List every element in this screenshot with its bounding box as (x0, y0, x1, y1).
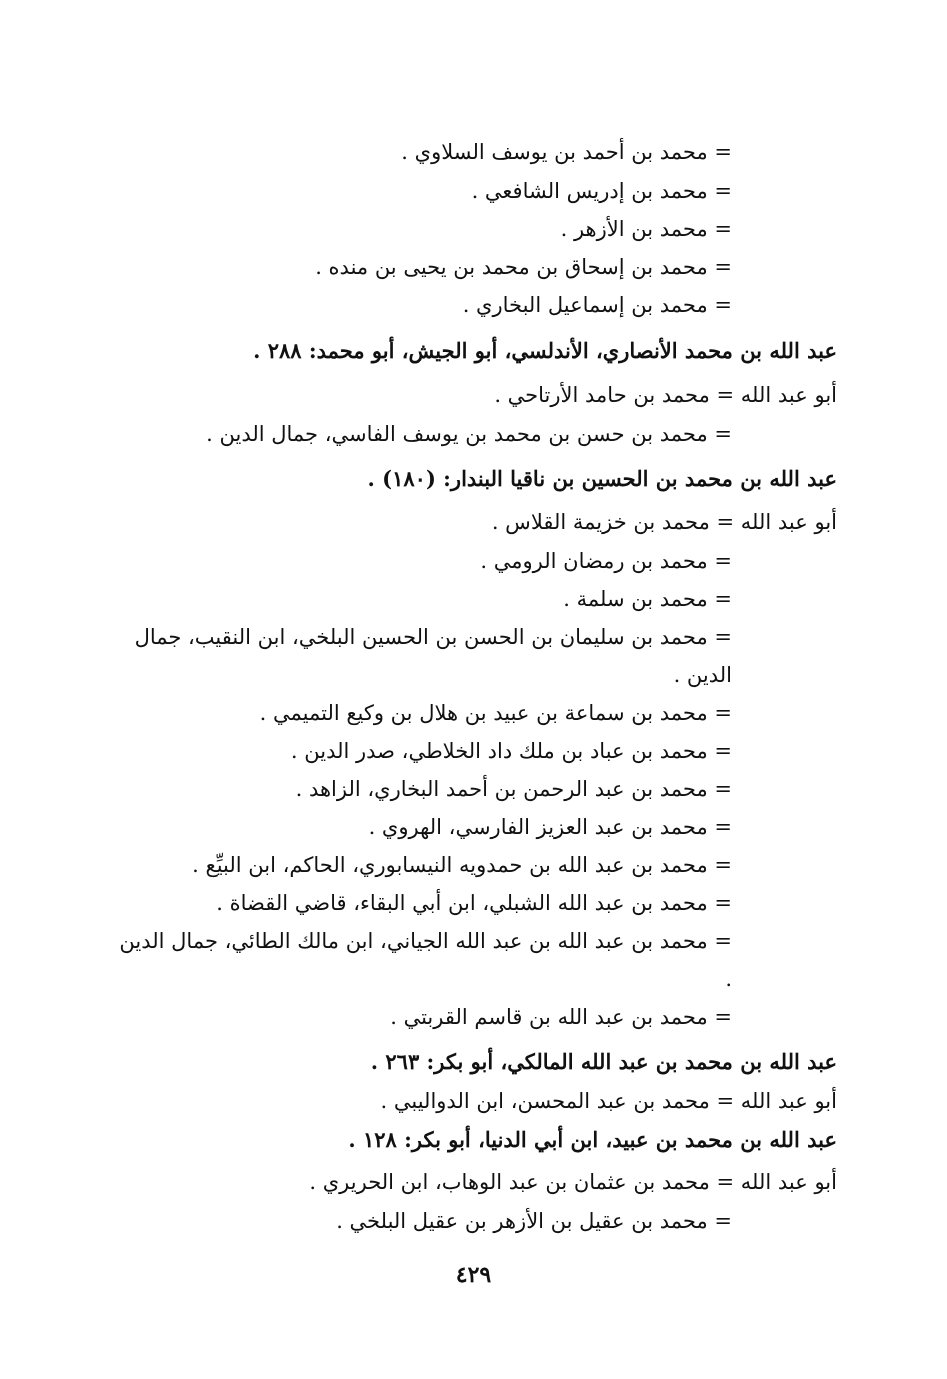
index-entry-line: = محمد بن أحمد بن يوسف السلاوي . (401, 140, 732, 164)
index-entry-kunya: أبو عبد الله = محمد بن خزيمة القلاس . (491, 510, 837, 534)
index-entry-line: = محمد بن عبد الرحمن بن أحمد البخاري، الزاهد . (295, 777, 732, 801)
index-entry-line: = محمد بن عبد العزيز الفارسي، الهروي . (368, 815, 732, 839)
index-entry-line: = محمد بن إسحاق بن محمد بن يحيى بن منده . (315, 255, 732, 279)
index-entry-line: = محمد بن إدريس الشافعي . (471, 179, 732, 203)
index-entry-kunya: أبو عبد الله = محمد بن عبد المحسن، ابن الدواليبي . (380, 1089, 837, 1113)
index-entry-line: = محمد بن عقيل بن الأزهر بن عقيل البلخي . (336, 1209, 732, 1233)
page-number: ٤٢٩ (455, 1262, 492, 1288)
index-entry-name: عبد الله بن محمد الأنصاري، الأندلسي، أبو الجيش، أبو محمد: ٢٨٨ . (253, 338, 837, 363)
index-entry-line: = محمد بن سماعة بن عبيد بن هلال بن وكيع التميمي . (259, 701, 732, 725)
index-entry-line: = محمد بن إسماعيل البخاري . (462, 293, 732, 317)
index-entry-line: = محمد بن سليمان بن الحسن بن الحسين البلخي، ابن النقيب، جمال الدين . (134, 625, 732, 687)
index-entry-line: = محمد بن عبد الله بن عبد الله الجياني، ابن مالك الطائي، جمال الدين . (119, 929, 732, 991)
index-entry-line: = محمد بن عبد الله بن حمدويه النيسابوري، الحاكم، ابن البيِّع . (192, 853, 732, 877)
index-entry-line: = محمد بن حسن بن محمد بن يوسف الفاسي، جمال الدين . (206, 422, 732, 446)
index-entry-line: = محمد بن عبد الله الشبلي، ابن أبي البقاء، قاضي القضاة . (216, 891, 732, 915)
index-entry-name: عبد الله بن محمد بن عبيد، ابن أبي الدنيا، أبو بكر: ١٢٨ . (348, 1127, 837, 1152)
index-entry-name: عبد الله بن محمد بن الحسين بن ناقيا البندار: (١٨٠) . (367, 466, 837, 491)
index-entry-kunya: أبو عبد الله = محمد بن عثمان بن عبد الوهاب، ابن الحريري . (309, 1170, 837, 1194)
index-entry-line: = محمد بن رمضان الرومي . (480, 549, 732, 573)
index-entry-line: = محمد بن الأزهر . (560, 217, 732, 241)
index-entry-line: = محمد بن سلمة . (563, 587, 732, 611)
index-entry-line: = محمد بن عباد بن ملك داد الخلاطي، صدر الدين . (290, 739, 732, 763)
index-entry-kunya: أبو عبد الله = محمد بن حامد الأرتاحي . (494, 383, 837, 407)
index-entry-name: عبد الله بن محمد بن عبد الله المالكي، أبو بكر: ٢٦٣ . (370, 1049, 837, 1074)
index-entry-line: = محمد بن عبد الله بن قاسم القربتي . (390, 1005, 732, 1029)
